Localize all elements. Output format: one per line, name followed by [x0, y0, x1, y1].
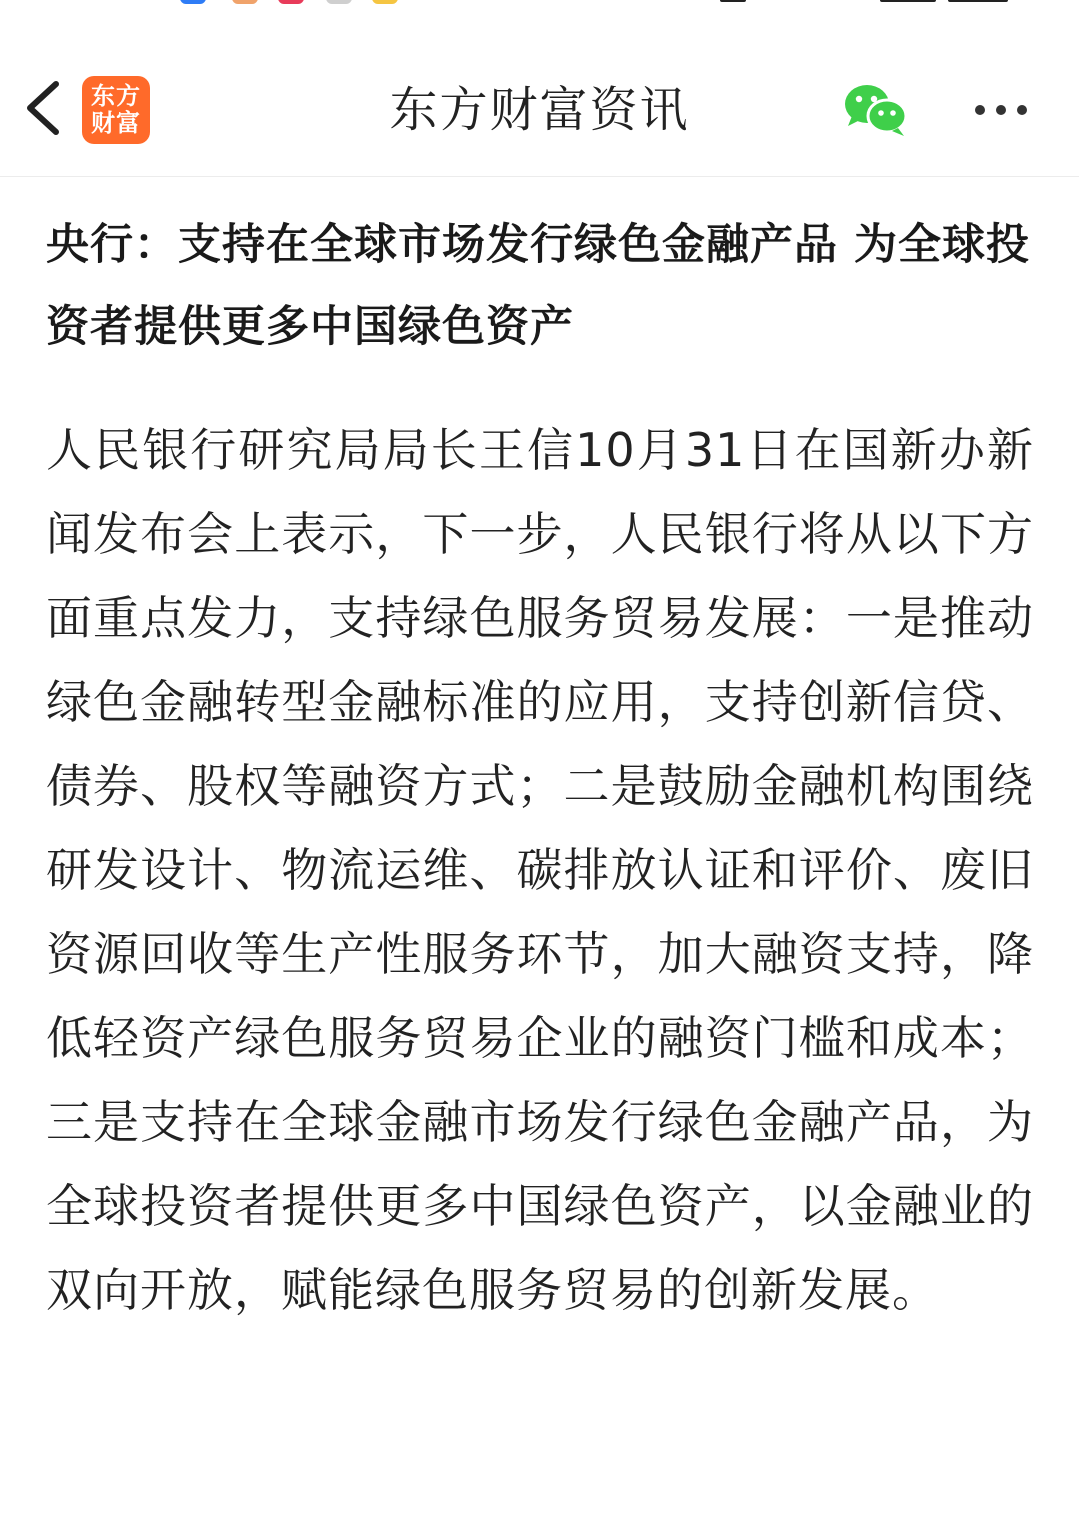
article-headline: 央行：支持在全球市场发行绿色金融产品 为全球投资者提供更多中国绿色资产	[46, 220, 1030, 352]
status-app-icon	[372, 0, 398, 4]
status-app-icon	[278, 0, 304, 4]
status-app-icon	[326, 0, 352, 4]
logo-text-line2: 财富	[91, 109, 141, 137]
back-button[interactable]	[18, 78, 68, 138]
battery-icon	[948, 0, 1008, 2]
more-button[interactable]	[968, 90, 1034, 130]
page-title: 东方财富资讯	[389, 82, 690, 138]
logo-text-line1: 东方	[91, 82, 141, 110]
chevron-left-icon	[18, 78, 68, 138]
wechat-icon	[842, 80, 912, 140]
status-signal-icon	[880, 0, 936, 2]
nav-header	[0, 40, 1079, 177]
wechat-share-button[interactable]	[842, 80, 912, 140]
status-app-icon	[232, 0, 258, 4]
status-signal-icon	[720, 0, 746, 2]
status-bar	[0, 0, 1079, 8]
status-app-icon	[180, 0, 206, 4]
article-body: 人民银行研究局局长王信10月31日在国新办新闻发布会上表示，下一步，人民银行将从以下方面重点发力，支持绿色服务贸易发展：一是推动绿色金融转型金融标准的应用，支持创新信贷、债券、股权等融资方式；二是鼓励金融机构围绕研发设计、物流运维、碳排放认证和评价、废旧资源回收等生产性服务环节，加大融资支持，降低轻资产绿色服务贸易企业的融资门槛和成本；三是支持在全球金融市场发行绿色金融产品，为全球投资者提供更多中国绿色资产，以金融业的双向开放，赋能绿色服务贸易的创新发展。	[46, 423, 1034, 1317]
app-logo	[82, 76, 150, 144]
more-dots-icon	[968, 90, 1034, 130]
